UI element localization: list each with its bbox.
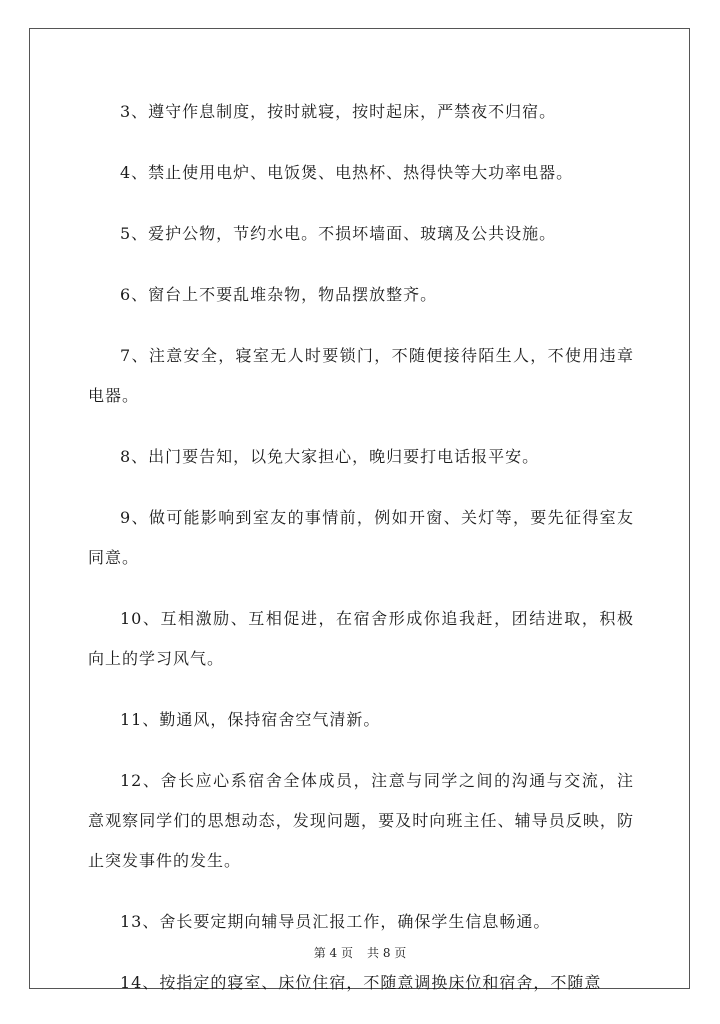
paragraph-rule-5: 5、爱护公物，节约水电。不损坏墙面、玻璃及公共设施。 [120, 224, 557, 243]
paragraph-rule-4: 4、禁止使用电炉、电饭煲、电热杯、热得快等大功率电器。 [120, 163, 574, 182]
paragraph-rule-13: 13、舍长要定期向辅导员汇报工作，确保学生信息畅通。 [120, 912, 551, 931]
paragraph-rule-8: 8、出门要告知，以免大家担心，晚归要打电话报平安。 [120, 447, 540, 466]
paragraph-rule-11: 11、勤通风，保持宿舍空气清新。 [120, 710, 381, 729]
paragraph-rule-9: 9、做可能影响到室友的事情前，例如开窗、关灯等，要先征得室友同意。 [88, 508, 634, 567]
document-body [88, 92, 634, 1024]
page-number: 第 4 页 [313, 946, 353, 960]
paragraph-rule-6: 6、窗台上不要乱堆杂物，物品摆放整齐。 [120, 285, 438, 304]
paragraph-rule-7: 7、注意安全，寝室无人时要锁门，不随便接待陌生人，不使用违章电器。 [88, 346, 634, 405]
paragraph-rule-10: 10、互相激励、互相促进，在宿舍形成你追我赶，团结进取，积极向上的学习风气。 [88, 609, 634, 668]
paragraph-rule-3: 3、遵守作息制度，按时就寝，按时起床，严禁夜不归宿。 [120, 102, 557, 121]
page-total: 共 8 页 [367, 946, 407, 960]
page-footer [0, 944, 720, 961]
paragraph-rule-12: 12、舍长应心系宿舍全体成员，注意与同学之间的沟通与交流，注意观察同学们的思想动态，发现问题，要及时向班主任、辅导员反映，防止突发事件的发生。 [88, 771, 634, 870]
paragraph-rule-14: 14、按指定的寝室、床位住宿，不随意调换床位和宿舍，不随意 [120, 973, 602, 992]
